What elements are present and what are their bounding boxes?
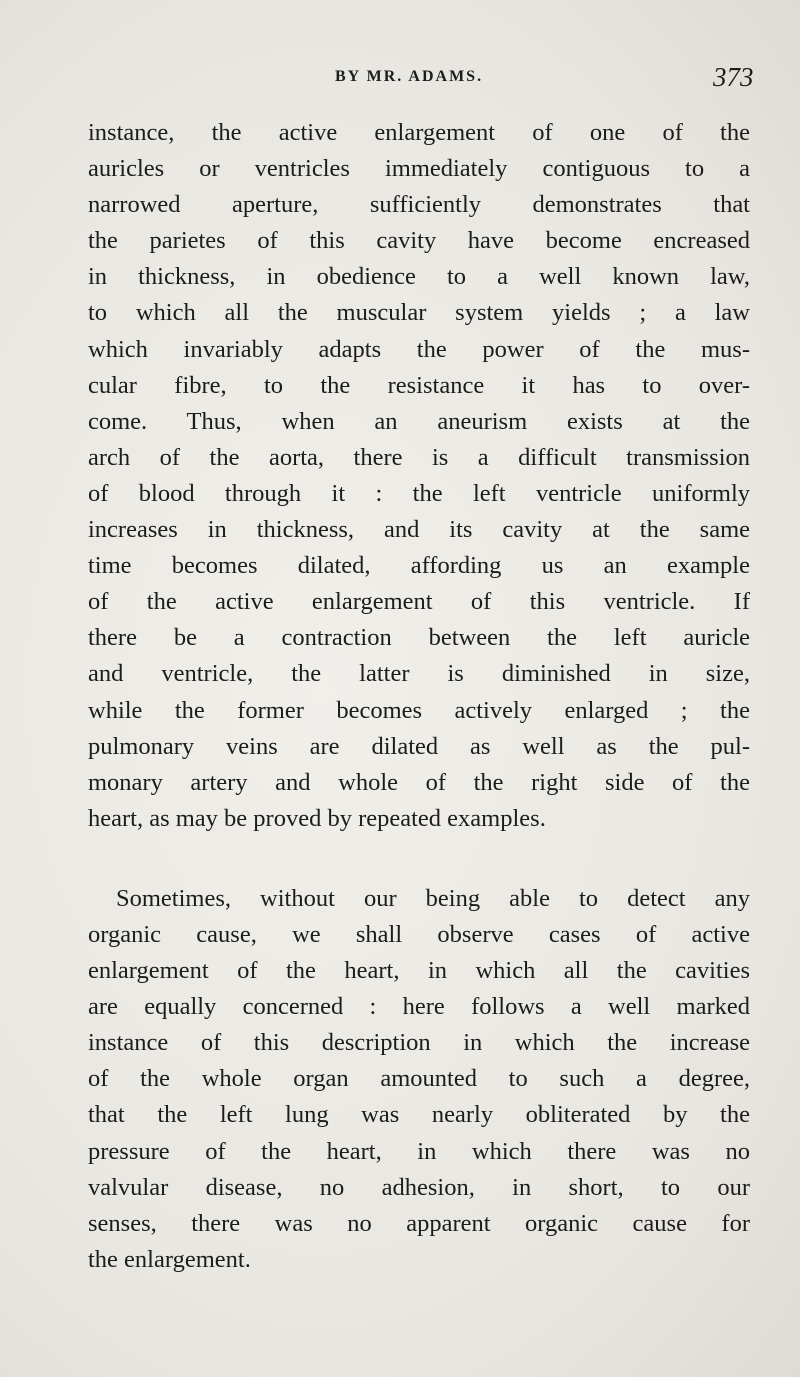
text-line: the enlargement. [88,1245,251,1273]
text-line: of the whole organ amounted to such a degree, [88,1065,750,1093]
text-line: cular fibre, to the resistance it has to over- [88,371,750,399]
text-line: that the left lung was nearly obliterated by the [88,1101,750,1129]
text-line: there be a contraction between the left auricle [88,624,750,652]
text-line: narrowed aperture, sufficiently demonstrates that [88,191,750,219]
paragraph [88,115,750,837]
text-line: monary artery and whole of the right side of the [88,768,750,796]
text-line: are equally concerned : here follows a well marked [88,993,750,1021]
paragraph-gap [88,837,750,881]
running-head: BY MR. ADAMS. [335,68,484,85]
text-line: of blood through it : the left ventricle uniformly [88,479,750,507]
text-line: auricles or ventricles immediately contiguous to a [88,155,750,183]
text-line: enlargement of the heart, in which all the cavities [88,957,750,985]
text-line: while the former becomes actively enlarged ; the [88,696,750,724]
text-line: Sometimes, without our being able to detect any [116,884,750,912]
text-line: valvular disease, no adhesion, in short, to our [88,1173,750,1201]
text-line: the parietes of this cavity have become encreased [88,227,750,255]
page-header [0,62,800,98]
text-line: of the active enlargement of this ventricle. If [88,588,750,616]
text-line: to which all the muscular system yields ; a law [88,299,750,327]
text-line: which invariably adapts the power of the mus- [88,335,750,363]
text-line: heart, as may be proved by repeated examples. [88,804,546,832]
text-line: come. Thus, when an aneurism exists at the [88,407,750,435]
text-line: organic cause, we shall observe cases of active [88,920,750,948]
text-line: pulmonary veins are dilated as well as the pul- [88,732,750,760]
text-line: instance, the active enlargement of one of the [88,119,750,146]
text-line: pressure of the heart, in which there was no [88,1137,750,1165]
text-line: increases in thickness, and its cavity at the same [88,516,750,544]
body-text [88,115,750,1278]
text-line: arch of the aorta, there is a difficult transmission [88,443,750,471]
page-number: 373 [713,62,754,92]
text-line: in thickness, in obedience to a well known law, [88,263,750,291]
text-line: and ventricle, the latter is diminished in size, [88,660,750,688]
text-line: time becomes dilated, affording us an example [88,552,750,580]
text-line: instance of this description in which the increase [88,1029,750,1057]
text-line: senses, there was no apparent organic cause for [88,1209,750,1237]
paragraph [88,881,750,1278]
